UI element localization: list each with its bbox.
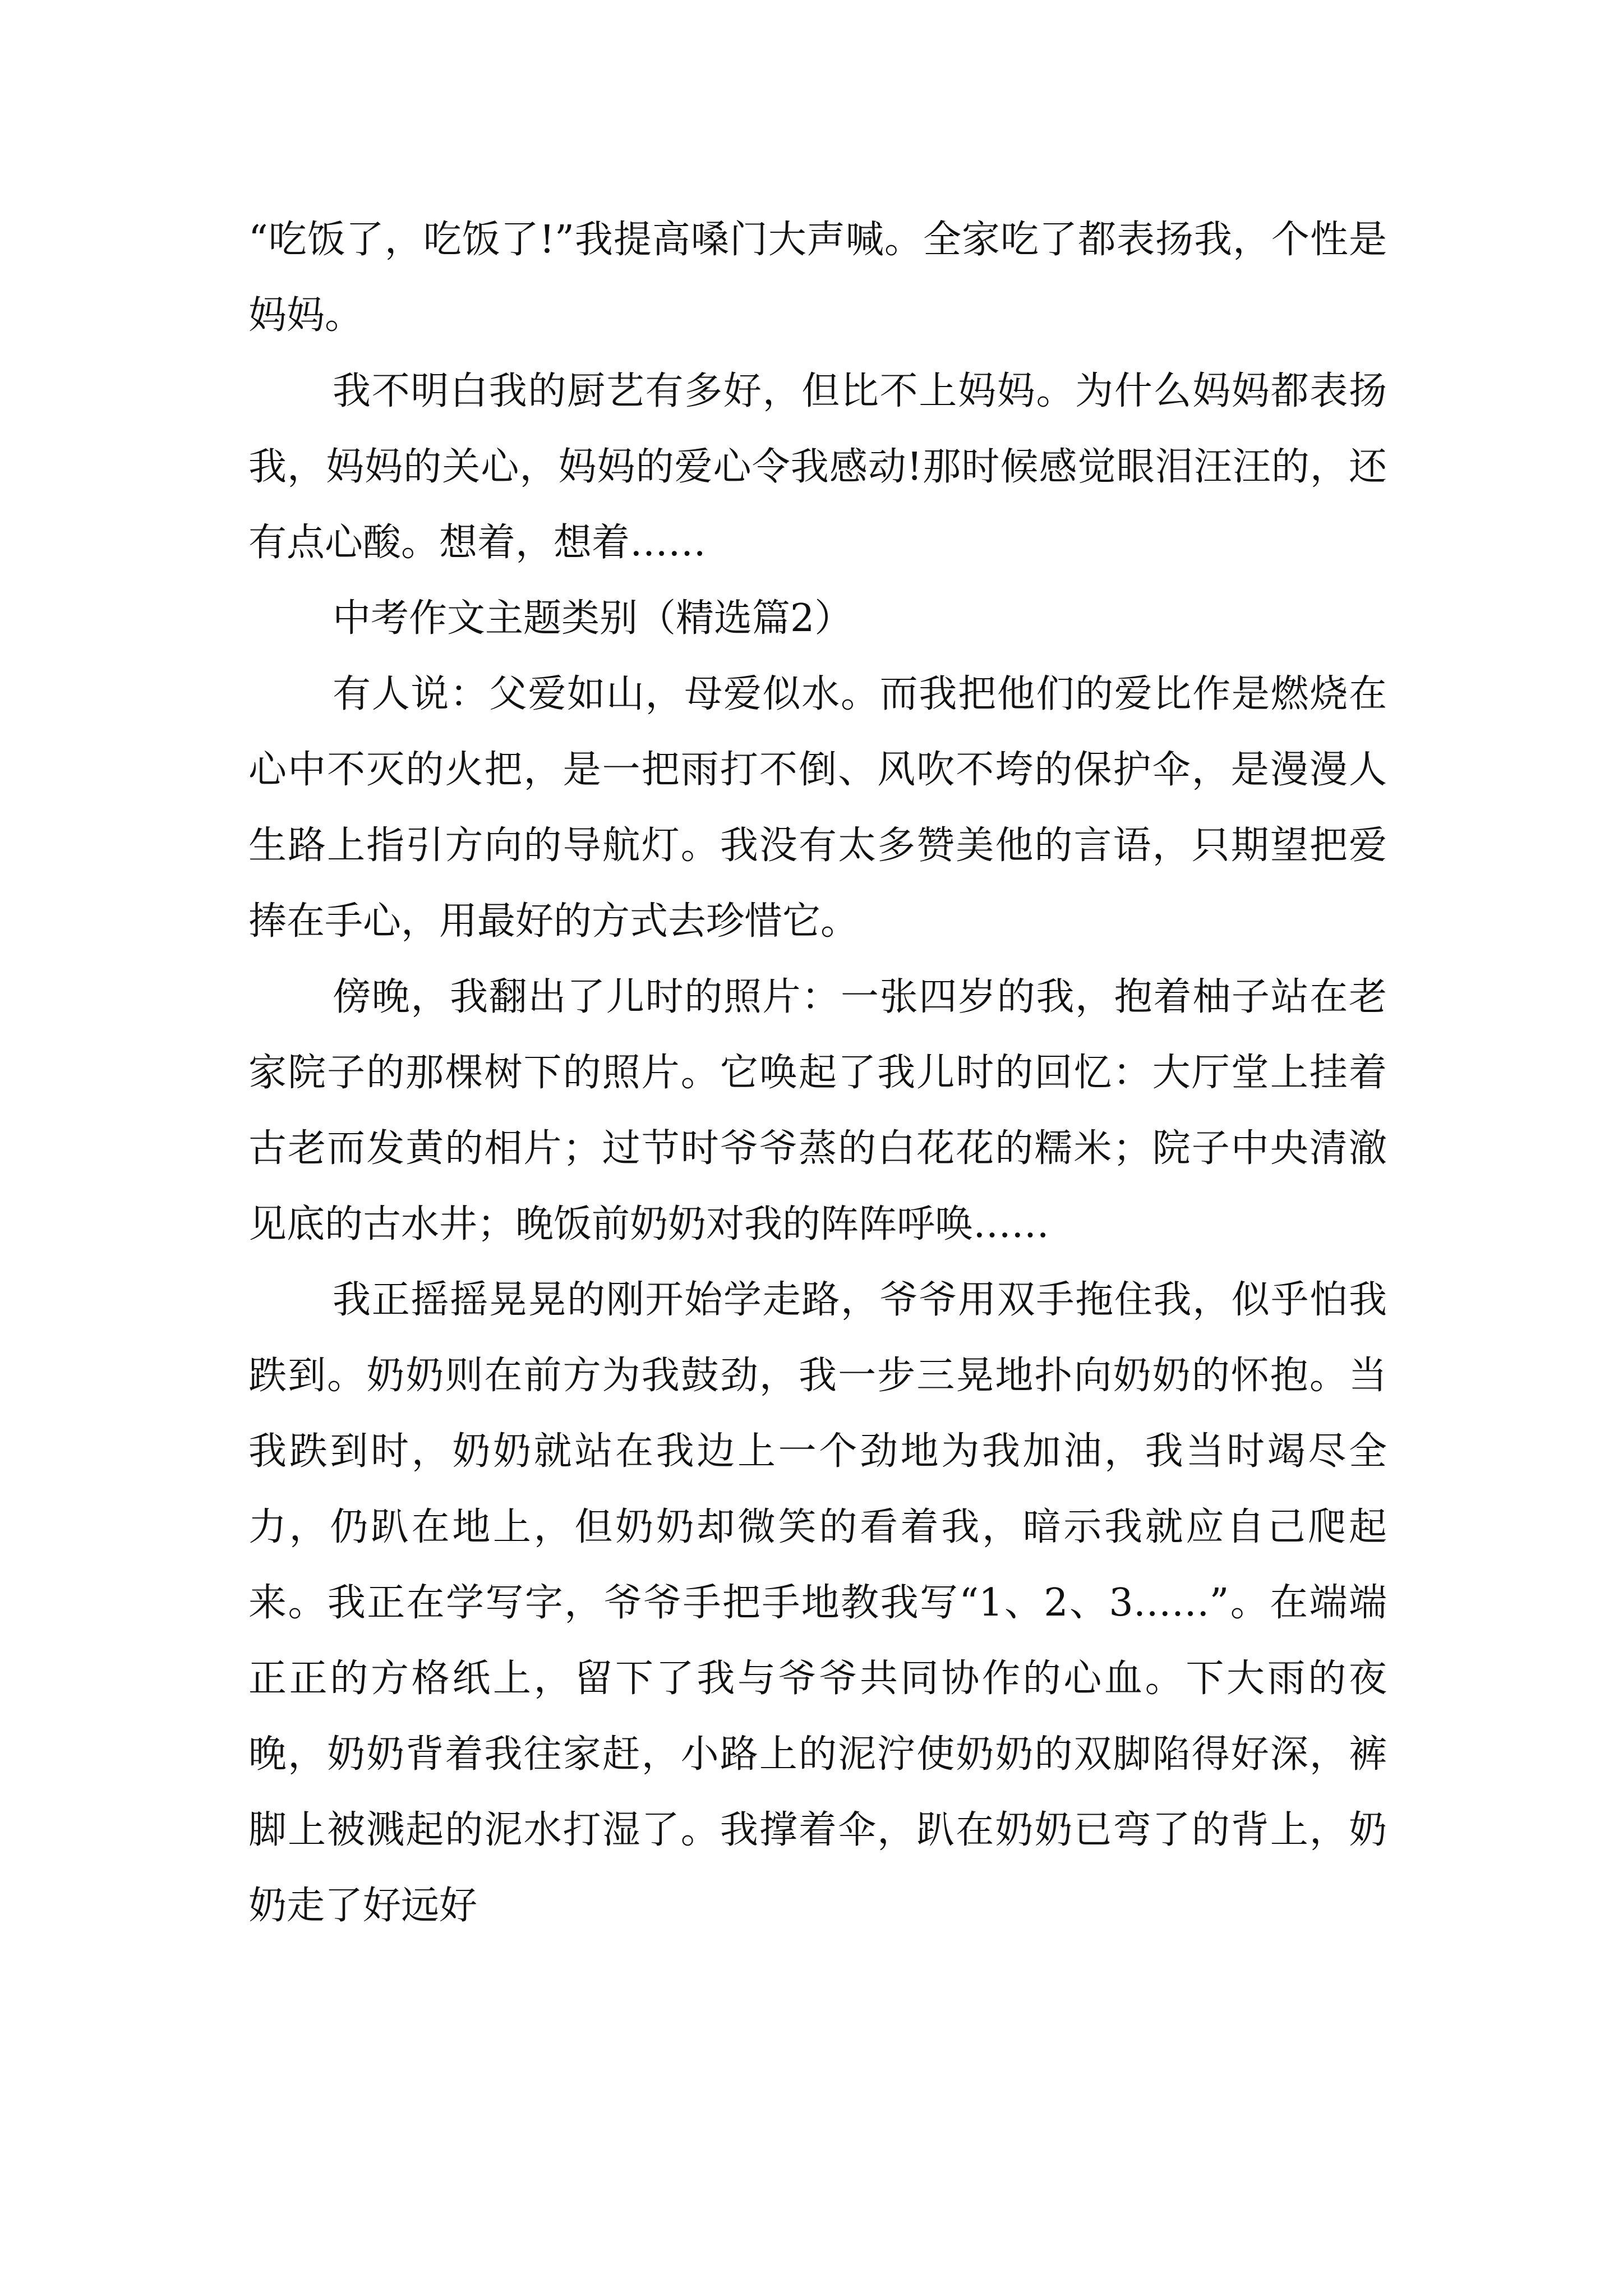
paragraph-1: “吃饭了，吃饭了!”我提高嗓门大声喊。全家吃了都表扬我，个性是妈妈。	[248, 218, 1387, 338]
paragraph-4: 傍晚，我翻出了儿时的照片：一张四岁的我，抱着柚子站在老家院子的那棵树下的照片。它唤起了我儿时的回忆：大厅堂上挂着古老而发黄的相片；过节时爷爷蒸的白花花的糯米；院子中央清澈见底的古水井；晚饭前奶奶对我的阵阵呼唤……	[248, 975, 1387, 1246]
paragraph-3: 有人说：父爱如山，母爱似水。而我把他们的爱比作是燃烧在心中不灭的火把，是一把雨打不倒、风吹不垮的保护伞，是漫漫人生路上指引方向的导航灯。我没有太多赞美他的言语，只期望把爱捧在手心，用最好的方式去珍惜它。	[248, 672, 1387, 944]
document-body	[248, 202, 1387, 1944]
paragraph-5: 我正摇摇晃晃的刚开始学走路，爷爷用双手拖住我，似乎怕我跌到。奶奶则在前方为我鼓劲，我一步三晃地扑向奶奶的怀抱。当我跌到时，奶奶就站在我边上一个劲地为我加油，我当时竭尽全力，仍趴在地上，但奶奶却微笑的看着我，暗示我就应自己爬起来。我正在学写字，爷爷手把手地教我写“1、2、3……”。在端端正正的方格纸上，留下了我与爷爷共同协作的心血。下大雨的夜晚，奶奶背着我往家赶，小路上的泥泞使奶奶的双脚陷得好深，裤脚上被溅起的泥水打湿了。我撑着伞，趴在奶奶已弯了的背上，奶奶走了好远好	[248, 1278, 1387, 1928]
paragraph-2: 我不明白我的厨艺有多好，但比不上妈妈。为什么妈妈都表扬我，妈妈的关心，妈妈的爱心令我感动!那时候感觉眼泪汪汪的，还有点心酸。想着，想着……	[248, 369, 1387, 565]
section-heading: 中考作文主题类别（精选篇2）	[333, 596, 853, 641]
